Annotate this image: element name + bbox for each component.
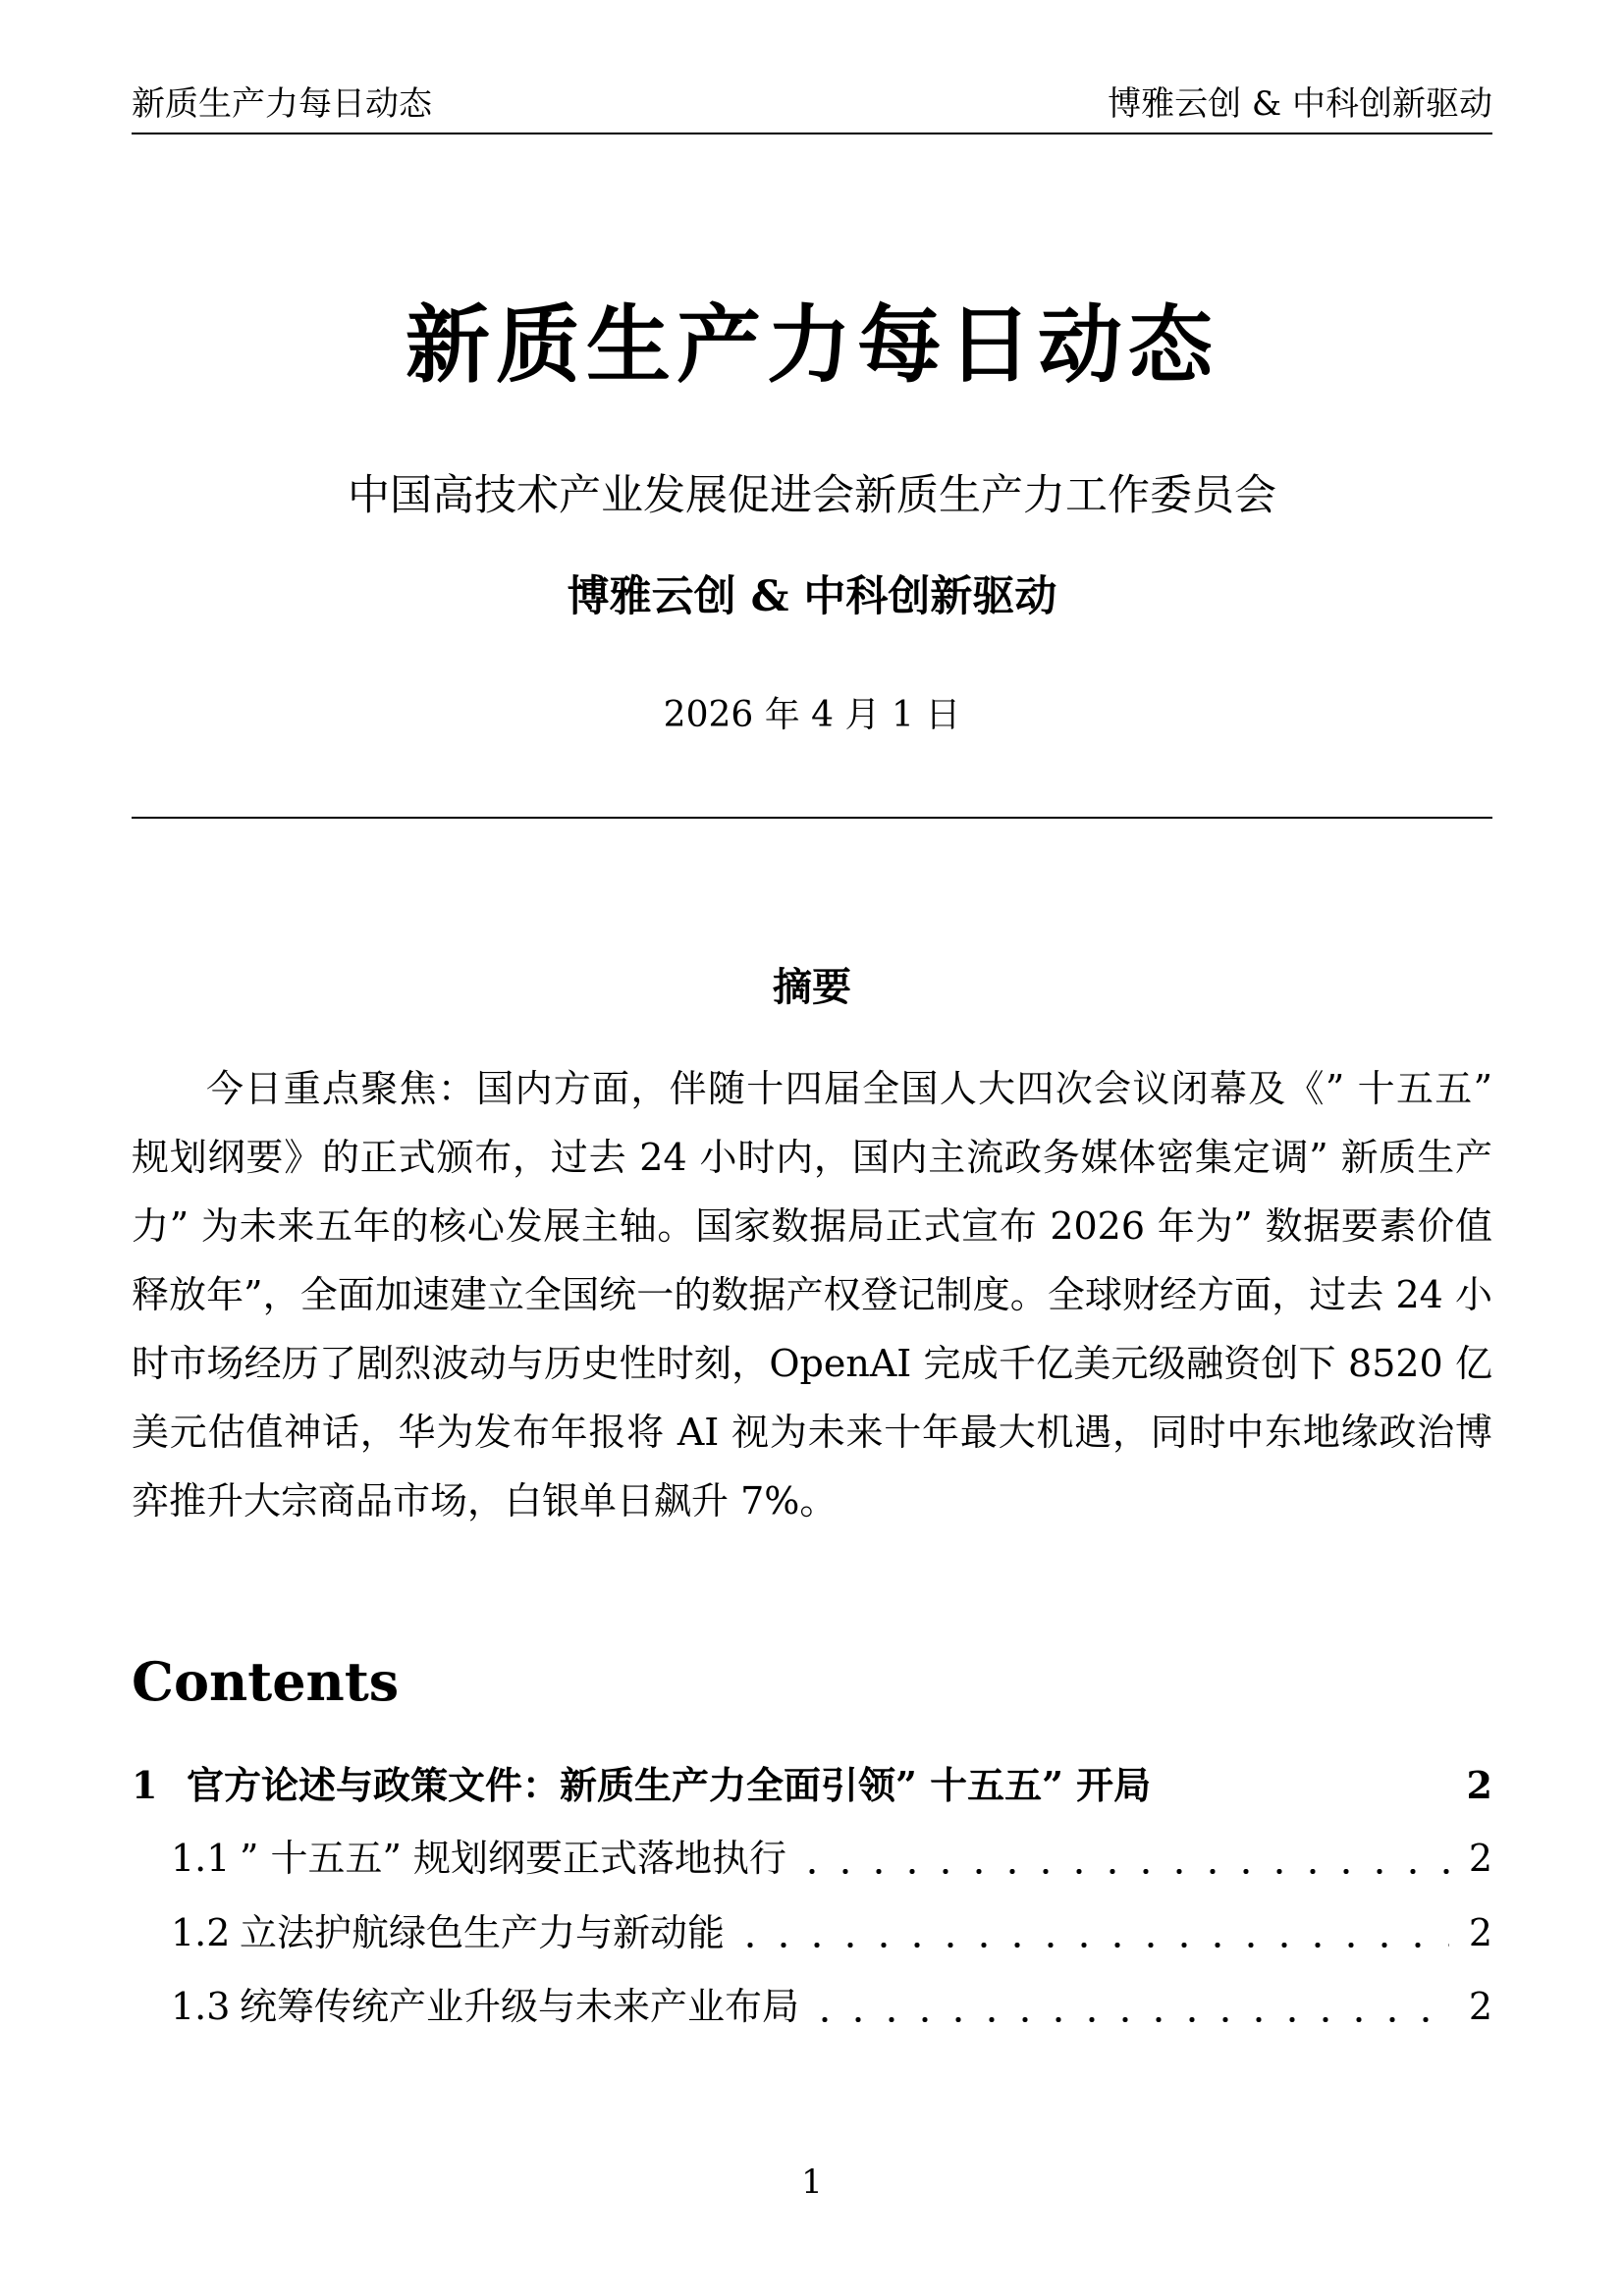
toc-entry-subsection-1-3[interactable] [132,1985,1492,2030]
toc-entry-title: 官方论述与政策文件：新质生产力全面引领” 十五五” 开局 [187,1762,1152,1807]
toc-entry-page: 2 [1468,1910,1492,1954]
document-date: 2026 年 4 月 1 日 [663,694,961,735]
abstract-heading: 摘要 [773,964,851,1011]
document-subtitle: 中国高技术产业发展促进会新质生产力工作委员会 [348,470,1276,520]
toc-entry-title: ” 十五五” 规划纲要正式落地执行 [240,1837,787,1881]
abstract-paragraph: 今日重点聚焦：国内方面，伴随十四届全国人大四次会议闭幕及《” 十五五” 规划纲要》的正式颁布，过去 24 小时内，国内主流政务媒体密集定调” 新质生产力” 为未来五年的核心发展主轴。国家数据局正式宣布 2026 年为” 数据要素价值释放年”，全面加速建立全国统一的数据产权登记制度。全球财经方面，过去 24 小时市场经历了剧烈波动与历史性时刻，OpenAI 完成千亿美元级融资创下 8520 亿美元估值神话，华为发布年报将 AI 视为未来十年最大机遇，同时中东地缘政治博弈推升大宗商品市场，白银单日飙升 7%。 [132,1067,1492,1523]
document-title: 新质生产力每日动态 [406,295,1218,396]
table-of-contents [132,1763,1492,2030]
toc-dot-leader [746,1941,1449,1949]
toc-entry-title: 统筹传统产业升级与未来产业布局 [240,1985,800,2029]
page-number: 1 [801,2163,823,2202]
toc-entry-subsection-1-2[interactable] [132,1911,1492,1956]
toc-entry-number: 1.1 [171,1837,231,1881]
toc-entry-section-1[interactable] [132,1763,1492,1808]
title-divider-rule [132,817,1492,819]
running-header [132,0,1492,134]
toc-dot-leader [821,2015,1449,2024]
toc-entry-subsection-1-1[interactable] [132,1837,1492,1882]
toc-entry-title: 立法护航绿色生产力与新动能 [240,1910,726,1954]
document-authors: 博雅云创 & 中科创新驱动 [567,572,1057,622]
running-header-right: 博雅云创 & 中科创新驱动 [1108,84,1492,124]
toc-entry-page: 2 [1468,1985,1492,2029]
running-header-left: 新质生产力每日动态 [132,84,432,124]
toc-entry-page: 2 [1468,1837,1492,1881]
toc-entry-number: 1.3 [171,1985,231,2029]
contents-heading: Contents [132,1650,400,1714]
toc-entry-number: 1 [132,1762,158,1807]
toc-entry-page: 2 [1466,1762,1492,1807]
toc-dot-leader [808,1867,1449,1876]
toc-entry-number: 1.2 [171,1910,231,1954]
